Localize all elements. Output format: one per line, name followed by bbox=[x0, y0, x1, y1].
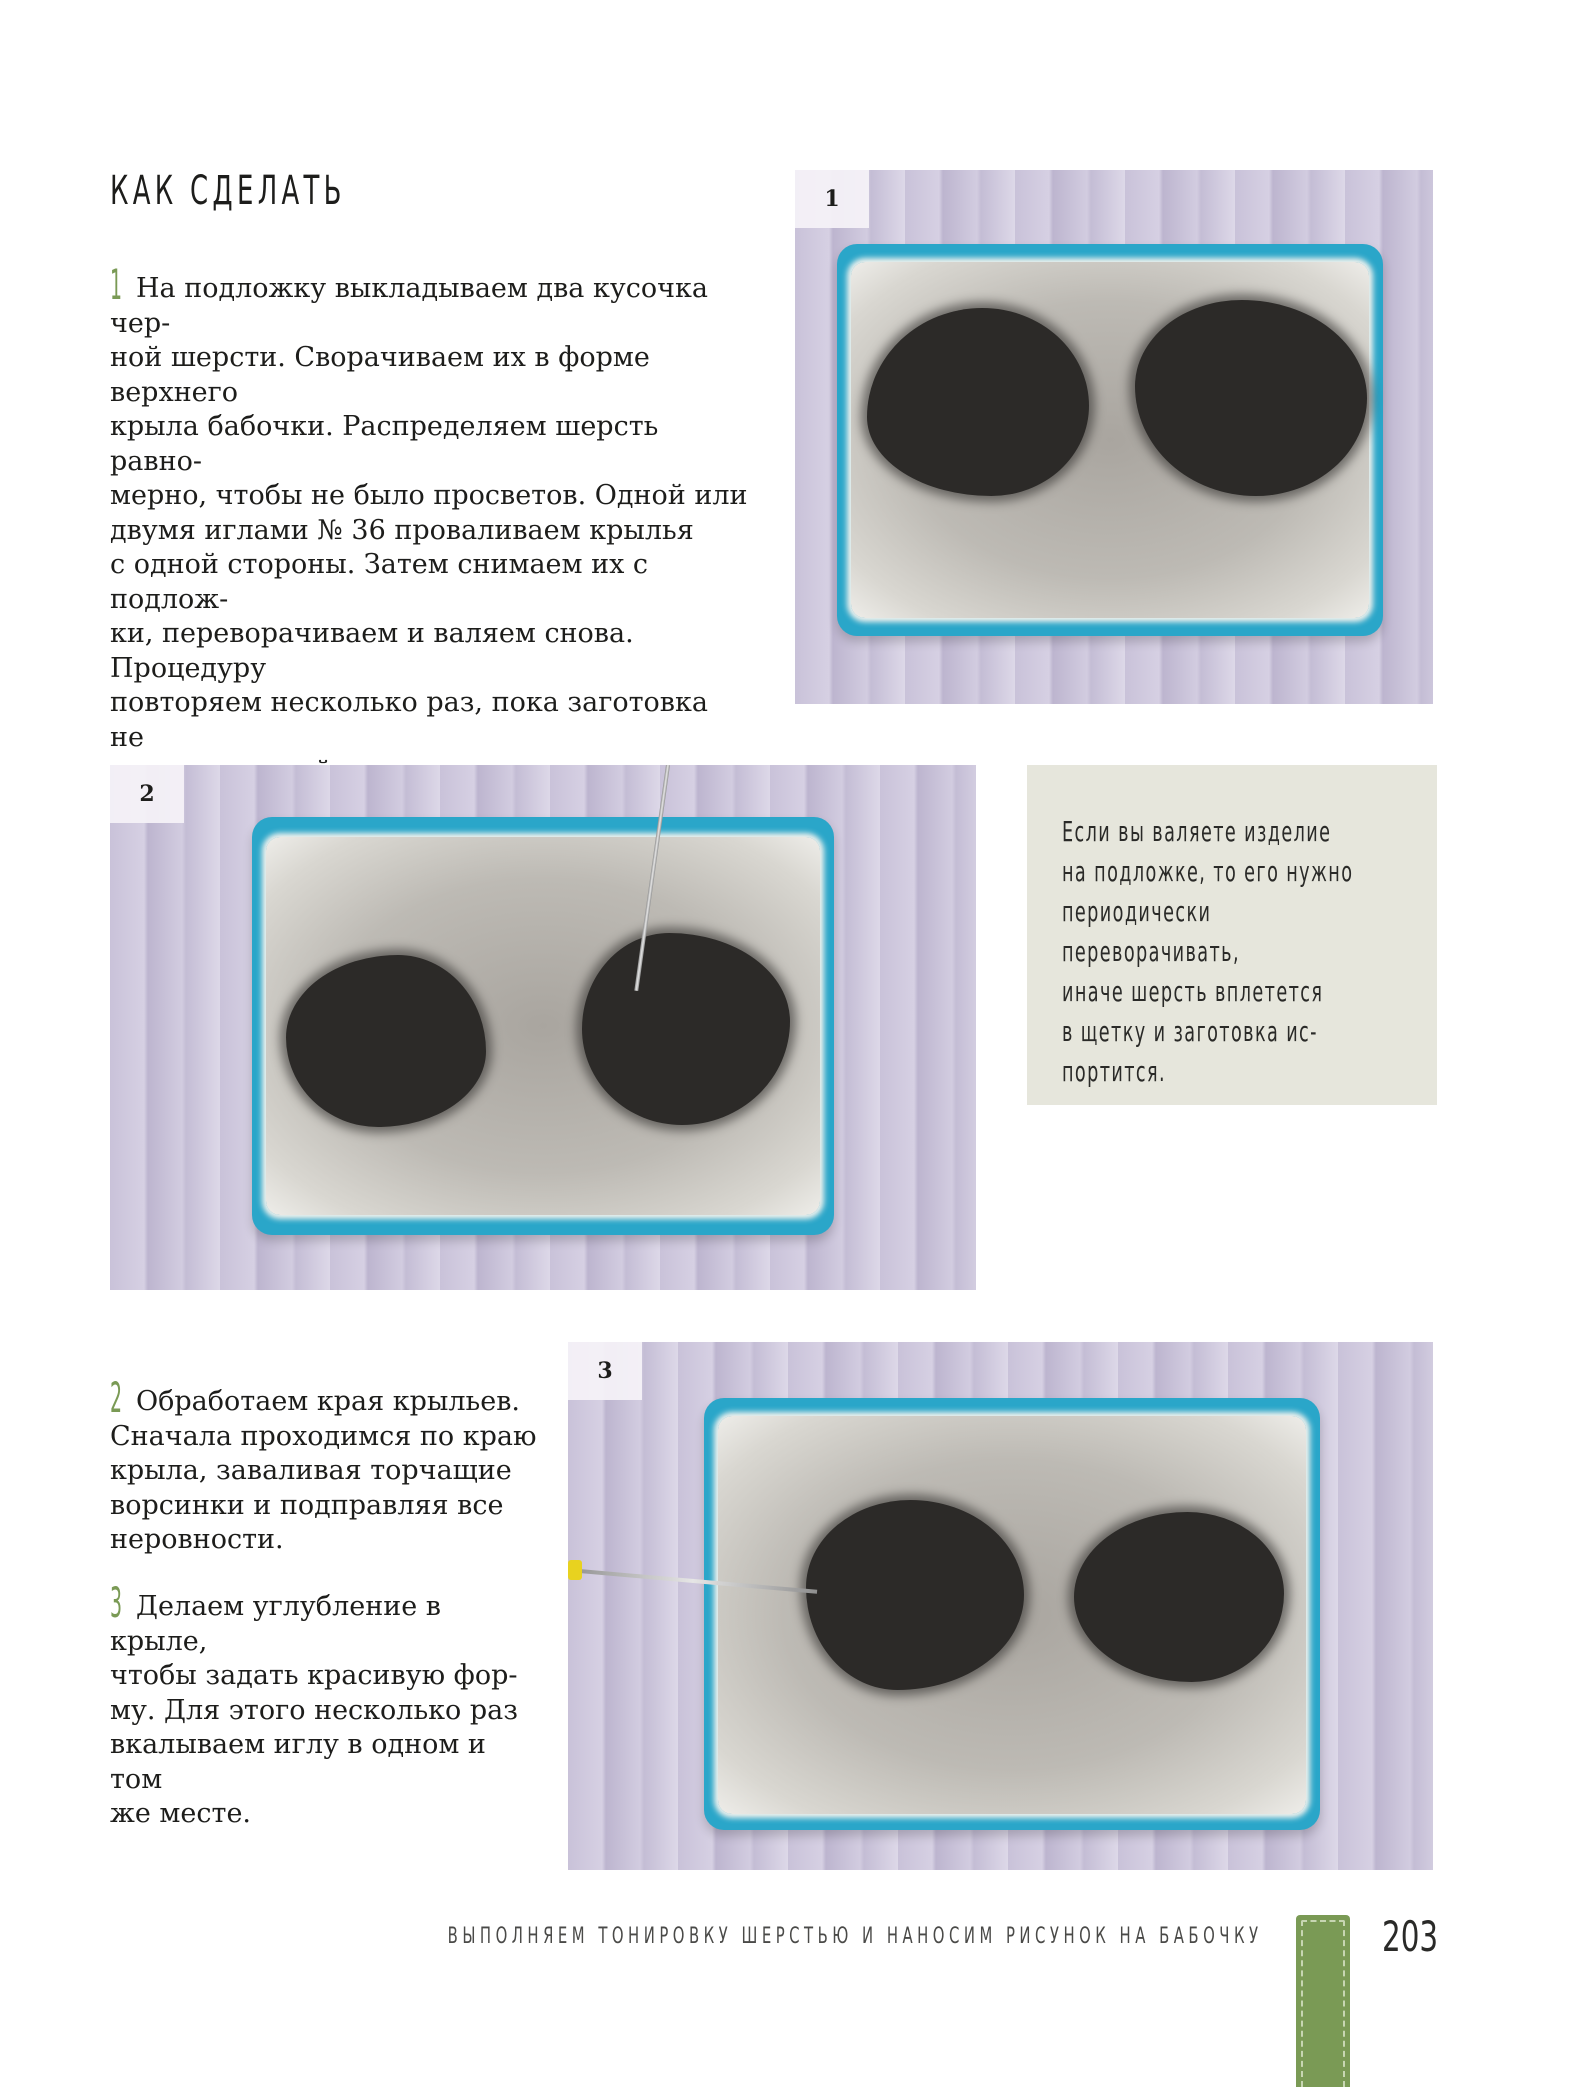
chapter-tab bbox=[1296, 1915, 1350, 2087]
step-2-line: Обработаем края крыльев. bbox=[136, 1386, 521, 1417]
step-2-line: крыла, заваливая торчащие bbox=[110, 1455, 512, 1486]
step-2-paragraph bbox=[110, 1373, 540, 1558]
step-photo-3 bbox=[568, 1342, 1433, 1870]
step-1-paragraph bbox=[110, 260, 750, 790]
step-3-line: му. Для этого несколько раз bbox=[110, 1694, 518, 1726]
tip-text: Если вы валяете изделие на подложке, то его нужно периодически переворачивать, иначе шерсть вплетется в щетку и заготовка ис- портится. bbox=[1062, 815, 1354, 1088]
step-1-line: ной шерсти. Сворачиваем их в форме верхнего bbox=[110, 342, 650, 408]
page-number: 203 bbox=[1382, 1912, 1439, 1961]
step-1-line: На подложку выкладываем два кусочка чер- bbox=[110, 273, 708, 339]
step-1-line: с одной стороны. Затем снимаем их с подлож- bbox=[110, 549, 649, 615]
running-title: ВЫПОЛНЯЕМ ТОНИРОВКУ ШЕРСТЬЮ И НАНОСИМ РИСУНОК НА БАБОЧКУ bbox=[448, 1924, 1263, 1949]
step-2-line: неровности. bbox=[110, 1524, 284, 1555]
photo-number-label: 1 bbox=[795, 170, 869, 228]
step-2-line: ворсинки и подправляя все bbox=[110, 1489, 504, 1521]
step-photo-2 bbox=[110, 765, 976, 1290]
step-3-paragraph bbox=[110, 1578, 540, 1832]
step-1-number: 1 bbox=[110, 260, 123, 309]
photo-number-label: 2 bbox=[110, 765, 184, 823]
step-3-line: чтобы задать красивую фор- bbox=[110, 1660, 518, 1691]
step-3-line: же месте. bbox=[110, 1798, 251, 1829]
step-3-line: вкалываем иглу в одном и том bbox=[110, 1729, 486, 1795]
step-2-line: Сначала проходимся по краю bbox=[110, 1420, 537, 1452]
black-wool-wing-left bbox=[286, 955, 486, 1127]
step-1-line: двумя иглами № 36 проваливаем крылья bbox=[110, 514, 694, 546]
step-1-line: повторяем несколько раз, пока заготовка не bbox=[110, 687, 708, 753]
step-1-line: крыла бабочки. Распределяем шерсть равно- bbox=[110, 411, 659, 477]
step-3-line: Делаем углубление в крыле, bbox=[110, 1591, 441, 1657]
step-3-number: 3 bbox=[110, 1578, 123, 1627]
step-photo-1 bbox=[795, 170, 1433, 704]
step-1-line: ки, переворачиваем и валяем снова. Процедуру bbox=[110, 618, 634, 684]
step-2-number: 2 bbox=[110, 1373, 123, 1422]
section-heading: КАК СДЕЛАТЬ bbox=[110, 168, 346, 214]
needle-handle bbox=[568, 1560, 582, 1580]
step-1-line: мерно, чтобы не было просветов. Одной или bbox=[110, 480, 748, 511]
photo-number-label: 3 bbox=[568, 1342, 642, 1400]
